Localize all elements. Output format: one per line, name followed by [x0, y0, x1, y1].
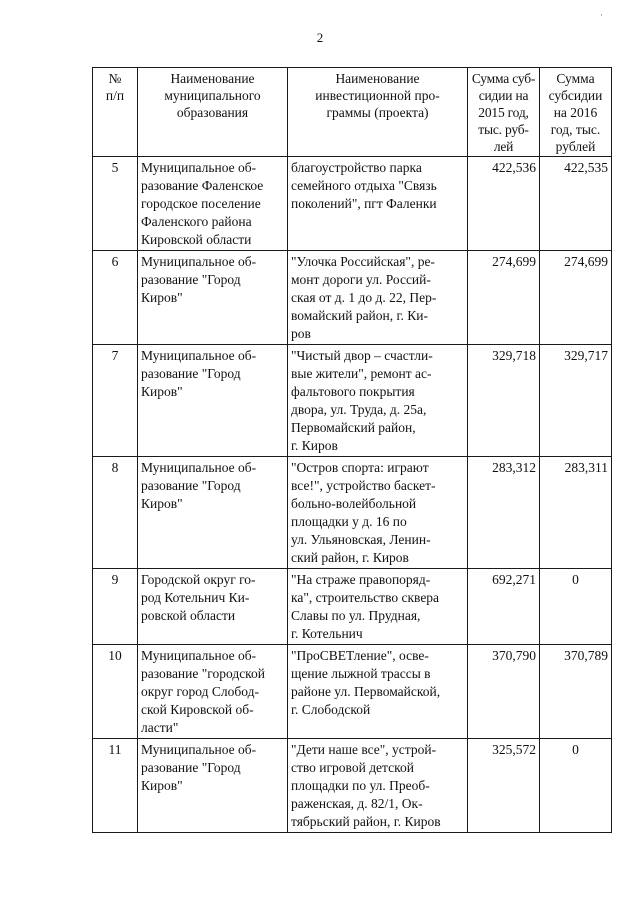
row-sum-2016: 274,699: [540, 251, 612, 345]
table-row: [93, 457, 612, 569]
header-number-text: № п/п: [105, 71, 125, 103]
municipality-text: Муниципальное об- разование "Город Киров": [141, 254, 257, 305]
row-sum-2015: 692,271: [468, 569, 540, 645]
row-number: 8: [93, 457, 138, 569]
row-number: 7: [93, 345, 138, 457]
header-sum-2016: [540, 68, 612, 157]
row-sum-2016: 0: [540, 569, 612, 645]
row-sum-2015: 370,790: [468, 645, 540, 739]
row-sum-2015: 325,572: [468, 739, 540, 833]
table-row: [93, 345, 612, 457]
row-number: 11: [93, 739, 138, 833]
row-program: [288, 157, 468, 251]
program-text: "Чистый двор – счастли- вые жители", ремонт ас- фальтового покрытия двора, ул. Труда, д. 25а, Первомайский район, г. Киров: [291, 348, 433, 453]
table-row: [93, 645, 612, 739]
row-sum-2016: 0: [540, 739, 612, 833]
row-municipality: [138, 739, 288, 833]
table-row: [93, 569, 612, 645]
row-municipality: [138, 645, 288, 739]
program-text: благоустройство парка семейного отдыха "Связь поколений", пгт Фаленки: [291, 160, 437, 211]
row-program: [288, 457, 468, 569]
row-sum-2016: 329,717: [540, 345, 612, 457]
row-sum-2015: 329,718: [468, 345, 540, 457]
municipality-text: Муниципальное об- разование "Город Киров": [141, 742, 257, 793]
municipality-text: Муниципальное об- разование "Город Киров": [141, 348, 257, 399]
municipality-text: Муниципальное об- разование "городской округ город Слобод- ской Кировской об- ласти": [141, 648, 266, 735]
program-text: "Остров спорта: играют все!", устройство баскет- больно-волейбольной площадки у д. 16 по ул. Ульяновская, Ленин- ский район, г. Киров: [291, 460, 436, 565]
program-text: "Дети наше все", устрой- ство игровой детской площадки по ул. Преоб- раженская, д. 82/1, Ок- тябрьский район, г. Киров: [291, 742, 441, 829]
program-text: "На страже правопоряд- ка", строительство сквера Славы по ул. Прудная, г. Котельнич: [291, 572, 440, 641]
row-sum-2016: 283,311: [540, 457, 612, 569]
row-municipality: [138, 457, 288, 569]
program-text: "Улочка Российская", ре- монт дороги ул. Россий- ская от д. 1 до д. 22, Пер- вомайский район, г. Ки- ров: [291, 254, 437, 341]
municipality-text: Городской округ го- род Котельнич Ки- ровской области: [141, 572, 256, 623]
row-sum-2015: 422,536: [468, 157, 540, 251]
row-municipality: [138, 569, 288, 645]
header-program: [288, 68, 468, 157]
row-program: [288, 251, 468, 345]
row-number: 9: [93, 569, 138, 645]
header-municipality-text: Наименование муниципального образования: [164, 71, 261, 120]
row-municipality: [138, 345, 288, 457]
row-municipality: [138, 157, 288, 251]
row-number: 6: [93, 251, 138, 345]
row-municipality: [138, 251, 288, 345]
municipality-text: Муниципальное об- разование "Город Киров": [141, 460, 257, 511]
table-row: [93, 251, 612, 345]
header-sum-2015-text: Сумма суб- сидии на 2015 год, тыс. руб- лей: [471, 71, 536, 154]
table-row: [93, 739, 612, 833]
program-text: "ПроСВЕТление", осве- щение лыжной трассы в районе ул. Первомайской, г. Слободской: [291, 648, 441, 717]
table-header-row: [93, 68, 612, 157]
header-number: [93, 68, 138, 157]
table-row: [93, 157, 612, 251]
municipality-text: Муниципальное об- разование Фаленское городское поселение Фаленского района Кировской области: [141, 160, 264, 247]
row-program: [288, 739, 468, 833]
row-sum-2016: 370,789: [540, 645, 612, 739]
page-number: 2: [316, 30, 324, 45]
row-sum-2015: 283,312: [468, 457, 540, 569]
row-sum-2016: 422,535: [540, 157, 612, 251]
row-number: 5: [93, 157, 138, 251]
header-program-text: Наименование инвестиционной про- граммы (проекта): [315, 71, 440, 120]
row-program: [288, 645, 468, 739]
row-program: [288, 569, 468, 645]
corner-mark: ·: [600, 10, 603, 20]
header-sum-2016-text: Сумма субсидии на 2016 год, тыс. рублей: [548, 71, 603, 154]
header-municipality: [138, 68, 288, 157]
row-sum-2015: 274,699: [468, 251, 540, 345]
row-program: [288, 345, 468, 457]
header-sum-2015: [468, 68, 540, 157]
row-number: 10: [93, 645, 138, 739]
subsidy-table: [92, 67, 612, 833]
